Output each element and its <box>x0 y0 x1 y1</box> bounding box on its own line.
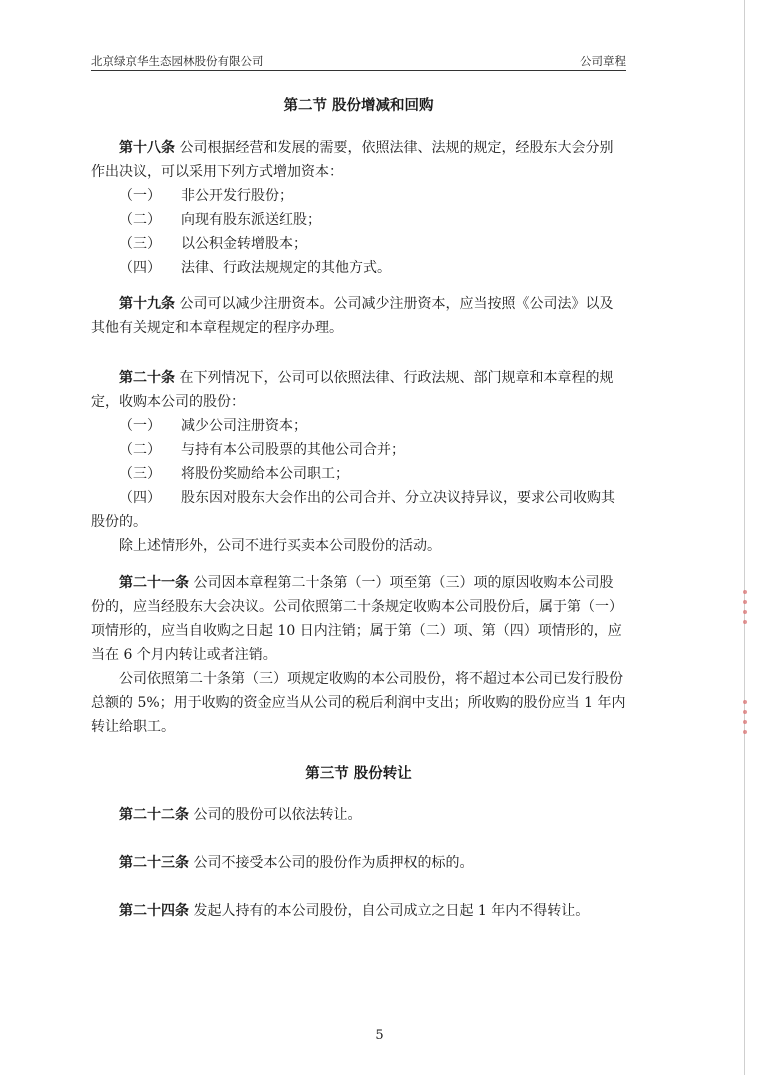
list-item: （四） 股东因对股东大会作出的公司合并、分立决议持异议，要求公司收购其股份的。 <box>91 490 615 530</box>
article-20-closing: 除上述情形外，公司不进行买卖本公司股份的活动。 <box>119 538 441 554</box>
article-21-text: 公司因本章程第二十条第（一）项至第（三）项的原因收购本公司股份的，应当经股东大会决议。公司依照第二十条规定收购本公司股份后，属于第（一）项情形的，应当自收购之日起 10 日内注销；属于第（二）项、第（四）项情形的，应当在 6 个月内转让或者注销。 <box>91 575 623 663</box>
list-item: （二） 与持有本公司股票的其他公司合并； <box>119 442 405 458</box>
article-24 <box>91 899 627 923</box>
list-item: （一） 减少公司注册资本； <box>119 418 307 434</box>
list-item: （二） 向现有股东派送红股； <box>119 212 321 228</box>
article-20-text: 在下列情况下，公司可以依照法律、行政法规、部门规章和本章程的规定，收购本公司的股份： <box>91 370 614 410</box>
section-title-3: 第三节 股份转让 <box>305 766 412 782</box>
seal-stamp-fragment <box>743 590 749 630</box>
article-22 <box>91 803 627 827</box>
list-item: （三） 以公积金转增股本； <box>119 236 307 252</box>
article-18 <box>91 136 627 280</box>
list-item: （四） 法律、行政法规规定的其他方式。 <box>119 260 391 276</box>
article-18-label: 第十八条 <box>119 140 175 156</box>
article-24-label: 第二十四条 <box>119 903 189 919</box>
seal-stamp-fragment <box>743 700 749 740</box>
page-edge-line <box>744 0 745 1075</box>
list-item: （一） 非公开发行股份； <box>119 188 293 204</box>
page-number: 5 <box>375 1028 384 1043</box>
article-22-label: 第二十二条 <box>119 807 189 823</box>
article-22-text: 公司的股份可以依法转让。 <box>193 807 362 823</box>
header-company: 北京绿京华生态园林股份有限公司 <box>91 54 264 68</box>
article-23-text: 公司不接受本公司的股份作为质押权的标的。 <box>193 855 474 871</box>
article-23 <box>91 851 627 875</box>
article-19 <box>91 292 627 340</box>
article-23-label: 第二十三条 <box>119 855 189 871</box>
article-21 <box>91 571 627 739</box>
article-24-text: 发起人持有的本公司股份，自公司成立之日起 1 年内不得转让。 <box>193 903 590 919</box>
article-18-text: 公司根据经营和发展的需要，依照法律、法规的规定，经股东大会分别作出决议，可以采用下列方式增加资本： <box>91 140 614 180</box>
section-title-2: 第二节 股份增减和回购 <box>283 98 434 114</box>
article-21-label: 第二十一条 <box>119 575 189 591</box>
header-doc-title: 公司章程 <box>580 54 626 68</box>
list-item: （三） 将股份奖励给本公司职工； <box>119 466 349 482</box>
page-header <box>91 50 626 71</box>
article-19-label: 第十九条 <box>119 296 175 312</box>
article-21-para2: 公司依照第二十条第（三）项规定收购的本公司股份，将不超过本公司已发行股份总额的 5%；用于收购的资金应当从公司的税后利润中支出；所收购的股份应当 1 年内转让给职工。 <box>91 671 626 735</box>
article-19-text: 公司可以减少注册资本。公司减少注册资本，应当按照《公司法》以及其他有关规定和本章程规定的程序办理。 <box>91 296 614 336</box>
article-20 <box>91 366 627 558</box>
article-20-label: 第二十条 <box>119 370 175 386</box>
